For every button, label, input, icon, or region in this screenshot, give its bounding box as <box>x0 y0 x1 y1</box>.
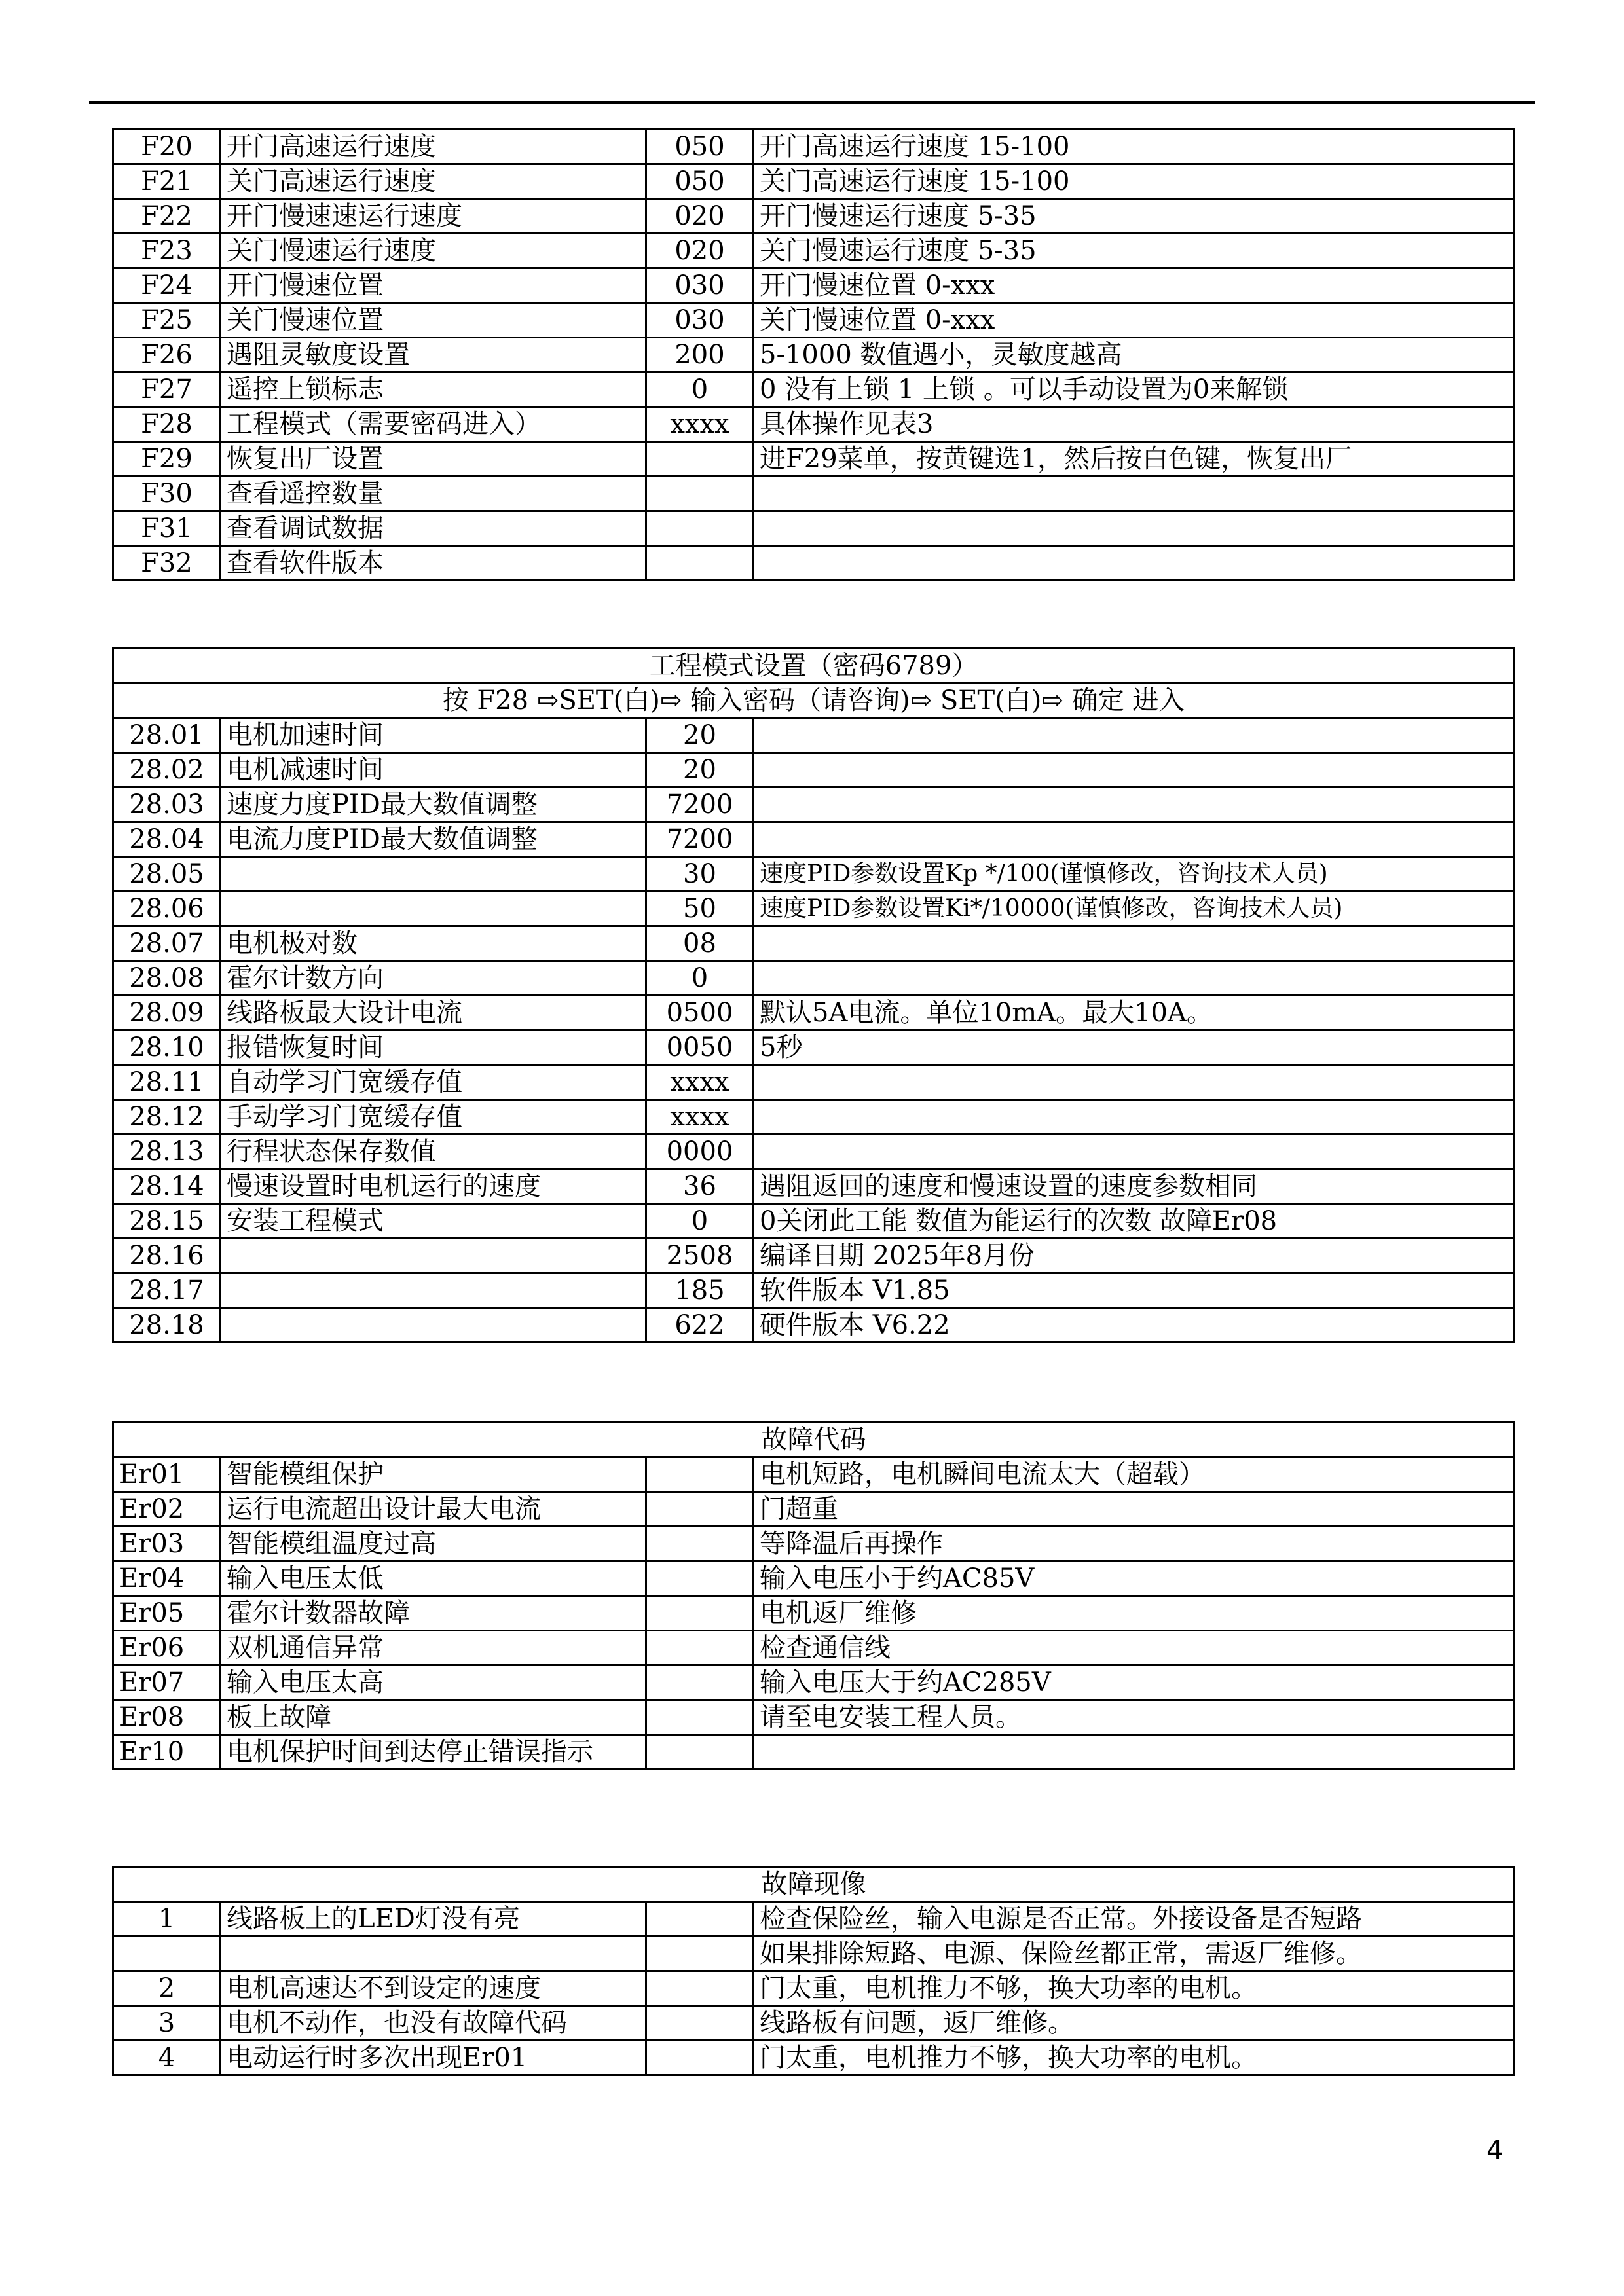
row-name: 查看软件版本 <box>221 546 646 581</box>
table-row <box>113 1527 1515 1561</box>
row-note: 门太重，电机推力不够，换大功率的电机。 <box>754 1971 1515 2006</box>
row-note: 软件版本 V1.85 <box>754 1273 1515 1308</box>
row-note <box>754 511 1515 546</box>
table-row <box>113 1273 1515 1308</box>
table-row <box>113 1457 1515 1492</box>
row-code: 28.15 <box>113 1204 221 1239</box>
table-row <box>113 1135 1515 1169</box>
row-code: 28.05 <box>113 857 221 892</box>
row-code: 2 <box>113 1971 221 2006</box>
row-value: 622 <box>646 1308 754 1343</box>
row-code: Er10 <box>113 1735 221 1770</box>
row-code: F27 <box>113 373 221 407</box>
row-code: Er01 <box>113 1457 221 1492</box>
row-code: Er07 <box>113 1666 221 1700</box>
row-value <box>646 1561 754 1596</box>
table-row <box>113 822 1515 857</box>
row-code: 28.13 <box>113 1135 221 1169</box>
row-value: 30 <box>646 857 754 892</box>
fault-symptom-title: 故障现像 <box>113 1867 1515 1902</box>
row-code: F31 <box>113 511 221 546</box>
row-name: 电动运行时多次出现Er01 <box>221 2041 646 2075</box>
row-value: 050 <box>646 130 754 164</box>
row-value <box>646 1937 754 1971</box>
row-code: F21 <box>113 164 221 199</box>
row-value: 020 <box>646 199 754 234</box>
table-row <box>113 961 1515 996</box>
row-value: xxxx <box>646 1065 754 1100</box>
row-code: Er04 <box>113 1561 221 1596</box>
row-name: 线路板最大设计电流 <box>221 996 646 1030</box>
row-value <box>646 1700 754 1735</box>
row-note <box>754 546 1515 581</box>
row-value <box>646 1735 754 1770</box>
table-row <box>113 1561 1515 1596</box>
row-code: 28.10 <box>113 1030 221 1065</box>
row-note: 编译日期 2025年8月份 <box>754 1239 1515 1273</box>
row-name: 板上故障 <box>221 1700 646 1735</box>
row-value <box>646 1971 754 2006</box>
table-row <box>113 1030 1515 1065</box>
row-code: 28.02 <box>113 753 221 788</box>
row-name: 恢复出厂设置 <box>221 442 646 477</box>
row-code: F30 <box>113 477 221 511</box>
row-name: 电机极对数 <box>221 926 646 961</box>
row-note: 关门慢速运行速度 5-35 <box>754 234 1515 268</box>
row-note: 速度PID参数设置Kp */100(谨慎修改，咨询技术人员) <box>754 857 1515 892</box>
row-note <box>754 1065 1515 1100</box>
page-number: 4 <box>1486 2136 1504 2166</box>
table-row <box>113 268 1515 303</box>
row-note <box>754 822 1515 857</box>
row-code: 28.14 <box>113 1169 221 1204</box>
row-note: 硬件版本 V6.22 <box>754 1308 1515 1343</box>
table-row <box>113 477 1515 511</box>
row-note: 关门慢速位置 0-xxx <box>754 303 1515 338</box>
row-value <box>646 1666 754 1700</box>
row-code: 28.16 <box>113 1239 221 1273</box>
top-rule <box>89 101 1535 104</box>
row-note <box>754 753 1515 788</box>
row-note: 门超重 <box>754 1492 1515 1527</box>
row-note: 线路板有问题，返厂维修。 <box>754 2006 1515 2041</box>
row-note: 5秒 <box>754 1030 1515 1065</box>
row-name: 关门慢速位置 <box>221 303 646 338</box>
table-row <box>113 373 1515 407</box>
row-name: 遥控上锁标志 <box>221 373 646 407</box>
row-code <box>113 1937 221 1971</box>
row-name: 速度力度PID最大数值调整 <box>221 788 646 822</box>
row-note: 0 没有上锁 1 上锁 。可以手动设置为0来解锁 <box>754 373 1515 407</box>
row-name <box>221 892 646 926</box>
table-row <box>113 1937 1515 1971</box>
fault-code-title: 故障代码 <box>113 1423 1515 1457</box>
table-row <box>113 892 1515 926</box>
row-value: 0 <box>646 373 754 407</box>
row-name: 报错恢复时间 <box>221 1030 646 1065</box>
row-name: 行程状态保存数值 <box>221 1135 646 1169</box>
row-code: F26 <box>113 338 221 373</box>
row-value: 0000 <box>646 1135 754 1169</box>
row-value: 0 <box>646 1204 754 1239</box>
row-code: Er06 <box>113 1631 221 1666</box>
table-row <box>113 234 1515 268</box>
row-note: 开门慢速运行速度 5-35 <box>754 199 1515 234</box>
table-row <box>113 130 1515 164</box>
row-code: 4 <box>113 2041 221 2075</box>
row-name: 霍尔计数器故障 <box>221 1596 646 1631</box>
row-code: 28.11 <box>113 1065 221 1100</box>
row-value: 020 <box>646 234 754 268</box>
row-value: 50 <box>646 892 754 926</box>
row-value <box>646 2041 754 2075</box>
row-name: 运行电流超出设计最大电流 <box>221 1492 646 1527</box>
row-value <box>646 1631 754 1666</box>
row-name: 工程模式（需要密码进入） <box>221 407 646 442</box>
table-row <box>113 442 1515 477</box>
engineering-mode-instruction: 按 F28 ⇨SET(白)⇨ 输入密码（请咨询)⇨ SET(白)⇨ 确定 进入 <box>113 683 1515 718</box>
row-name <box>221 1308 646 1343</box>
table-row <box>113 1596 1515 1631</box>
row-code: 3 <box>113 2006 221 2041</box>
row-value: 200 <box>646 338 754 373</box>
row-note: 0关闭此工能 数值为能运行的次数 故障Er08 <box>754 1204 1515 1239</box>
row-code: F28 <box>113 407 221 442</box>
table-row <box>113 2006 1515 2041</box>
row-value: 050 <box>646 164 754 199</box>
row-name: 关门高速运行速度 <box>221 164 646 199</box>
row-note: 电机短路，电机瞬间电流太大（超载） <box>754 1457 1515 1492</box>
row-note <box>754 477 1515 511</box>
table-row <box>113 1204 1515 1239</box>
table-row <box>113 1735 1515 1770</box>
row-name: 电机不动作，也没有故障代码 <box>221 2006 646 2041</box>
row-code: 28.17 <box>113 1273 221 1308</box>
row-code: F25 <box>113 303 221 338</box>
table-row <box>113 338 1515 373</box>
row-note: 速度PID参数设置Ki*/10000(谨慎修改，咨询技术人员) <box>754 892 1515 926</box>
row-name <box>221 1937 646 1971</box>
row-value <box>646 546 754 581</box>
row-note <box>754 1735 1515 1770</box>
table-row <box>113 1065 1515 1100</box>
table-row <box>113 164 1515 199</box>
row-note: 5-1000 数值遇小，灵敏度越高 <box>754 338 1515 373</box>
row-code: F29 <box>113 442 221 477</box>
row-code: F32 <box>113 546 221 581</box>
row-name <box>221 857 646 892</box>
row-note: 遇阻返回的速度和慢速设置的速度参数相同 <box>754 1169 1515 1204</box>
table-row <box>113 546 1515 581</box>
table-row <box>113 1631 1515 1666</box>
table-row <box>113 718 1515 753</box>
row-note: 请至电安装工程人员。 <box>754 1700 1515 1735</box>
table-row <box>113 199 1515 234</box>
row-value: 20 <box>646 753 754 788</box>
row-code: 28.08 <box>113 961 221 996</box>
row-value: 36 <box>646 1169 754 1204</box>
row-value: 08 <box>646 926 754 961</box>
table-row <box>113 1169 1515 1204</box>
row-value <box>646 1527 754 1561</box>
row-note: 检查通信线 <box>754 1631 1515 1666</box>
row-code: F22 <box>113 199 221 234</box>
table-row <box>113 753 1515 788</box>
row-note <box>754 788 1515 822</box>
row-name: 电流力度PID最大数值调整 <box>221 822 646 857</box>
row-note: 电机返厂维修 <box>754 1596 1515 1631</box>
row-value: 7200 <box>646 822 754 857</box>
table-row <box>113 407 1515 442</box>
row-name: 自动学习门宽缓存值 <box>221 1065 646 1100</box>
row-value: 185 <box>646 1273 754 1308</box>
row-value: 2508 <box>646 1239 754 1273</box>
row-note: 开门高速运行速度 15-100 <box>754 130 1515 164</box>
table-row <box>113 1308 1515 1343</box>
row-note: 如果排除短路、电源、保险丝都正常，需返厂维修。 <box>754 1937 1515 1971</box>
row-note: 输入电压小于约AC85V <box>754 1561 1515 1596</box>
row-value <box>646 477 754 511</box>
row-note: 等降温后再操作 <box>754 1527 1515 1561</box>
row-name: 慢速设置时电机运行的速度 <box>221 1169 646 1204</box>
row-note <box>754 718 1515 753</box>
row-note <box>754 1135 1515 1169</box>
row-value <box>646 2006 754 2041</box>
table-row <box>113 996 1515 1030</box>
row-code: 28.03 <box>113 788 221 822</box>
row-note <box>754 961 1515 996</box>
row-value: 0 <box>646 961 754 996</box>
row-note <box>754 926 1515 961</box>
row-note: 门太重，电机推力不够，换大功率的电机。 <box>754 2041 1515 2075</box>
row-code: 28.09 <box>113 996 221 1030</box>
table-row <box>113 1902 1515 1937</box>
row-name: 电机加速时间 <box>221 718 646 753</box>
row-note: 关门高速运行速度 15-100 <box>754 164 1515 199</box>
row-note: 开门慢速位置 0-xxx <box>754 268 1515 303</box>
row-name: 输入电压太高 <box>221 1666 646 1700</box>
row-code: Er05 <box>113 1596 221 1631</box>
engineering-mode-table <box>112 647 1515 1343</box>
row-code: Er08 <box>113 1700 221 1735</box>
row-code: 28.01 <box>113 718 221 753</box>
row-value <box>646 1596 754 1631</box>
row-value: 7200 <box>646 788 754 822</box>
row-name: 智能模组保护 <box>221 1457 646 1492</box>
row-code: 28.18 <box>113 1308 221 1343</box>
table-row <box>113 1239 1515 1273</box>
row-code: Er03 <box>113 1527 221 1561</box>
row-name <box>221 1273 646 1308</box>
table-row <box>113 1700 1515 1735</box>
fault-symptom-table <box>112 1866 1515 2076</box>
row-name: 开门慢速速运行速度 <box>221 199 646 234</box>
row-name <box>221 1239 646 1273</box>
row-name: 智能模组温度过高 <box>221 1527 646 1561</box>
row-name: 手动学习门宽缓存值 <box>221 1100 646 1135</box>
row-code: 28.06 <box>113 892 221 926</box>
row-value: xxxx <box>646 1100 754 1135</box>
row-name: 开门慢速位置 <box>221 268 646 303</box>
table-row <box>113 511 1515 546</box>
row-value <box>646 1492 754 1527</box>
row-value <box>646 511 754 546</box>
row-name: 电机减速时间 <box>221 753 646 788</box>
table-row <box>113 1100 1515 1135</box>
row-code: F23 <box>113 234 221 268</box>
row-name: 安装工程模式 <box>221 1204 646 1239</box>
row-note: 默认5A电流。单位10mA。最大10A。 <box>754 996 1515 1030</box>
row-name: 遇阻灵敏度设置 <box>221 338 646 373</box>
row-code: F20 <box>113 130 221 164</box>
row-code: F24 <box>113 268 221 303</box>
engineering-mode-title: 工程模式设置（密码6789） <box>113 649 1515 683</box>
row-code: 1 <box>113 1902 221 1937</box>
fault-code-table <box>112 1421 1515 1770</box>
table-row <box>113 788 1515 822</box>
table-row <box>113 2041 1515 2075</box>
row-value: 0500 <box>646 996 754 1030</box>
row-code: 28.07 <box>113 926 221 961</box>
table-row <box>113 857 1515 892</box>
row-note <box>754 1100 1515 1135</box>
row-value <box>646 1457 754 1492</box>
row-value: 0050 <box>646 1030 754 1065</box>
row-name: 霍尔计数方向 <box>221 961 646 996</box>
row-name: 关门慢速运行速度 <box>221 234 646 268</box>
row-name: 线路板上的LED灯没有亮 <box>221 1902 646 1937</box>
table-row <box>113 1492 1515 1527</box>
row-name: 开门高速运行速度 <box>221 130 646 164</box>
row-code: 28.04 <box>113 822 221 857</box>
row-name: 查看调试数据 <box>221 511 646 546</box>
row-code: Er02 <box>113 1492 221 1527</box>
row-name: 电机高速达不到设定的速度 <box>221 1971 646 2006</box>
row-note: 进F29菜单，按黄键选1，然后按白色键，恢复出厂 <box>754 442 1515 477</box>
row-value: 030 <box>646 268 754 303</box>
row-name: 双机通信异常 <box>221 1631 646 1666</box>
row-code: 28.12 <box>113 1100 221 1135</box>
table-row <box>113 926 1515 961</box>
row-value: 20 <box>646 718 754 753</box>
row-name: 输入电压太低 <box>221 1561 646 1596</box>
table-row <box>113 1666 1515 1700</box>
row-value: 030 <box>646 303 754 338</box>
row-note: 检查保险丝，输入电源是否正常。外接设备是否短路 <box>754 1902 1515 1937</box>
row-name: 电机保护时间到达停止错误指示 <box>221 1735 646 1770</box>
table-row <box>113 303 1515 338</box>
parameter-table <box>112 128 1515 581</box>
row-note: 输入电压大于约AC285V <box>754 1666 1515 1700</box>
row-value: xxxx <box>646 407 754 442</box>
row-value <box>646 1902 754 1937</box>
row-value <box>646 442 754 477</box>
table-row <box>113 1971 1515 2006</box>
row-note: 具体操作见表3 <box>754 407 1515 442</box>
row-name: 查看遥控数量 <box>221 477 646 511</box>
